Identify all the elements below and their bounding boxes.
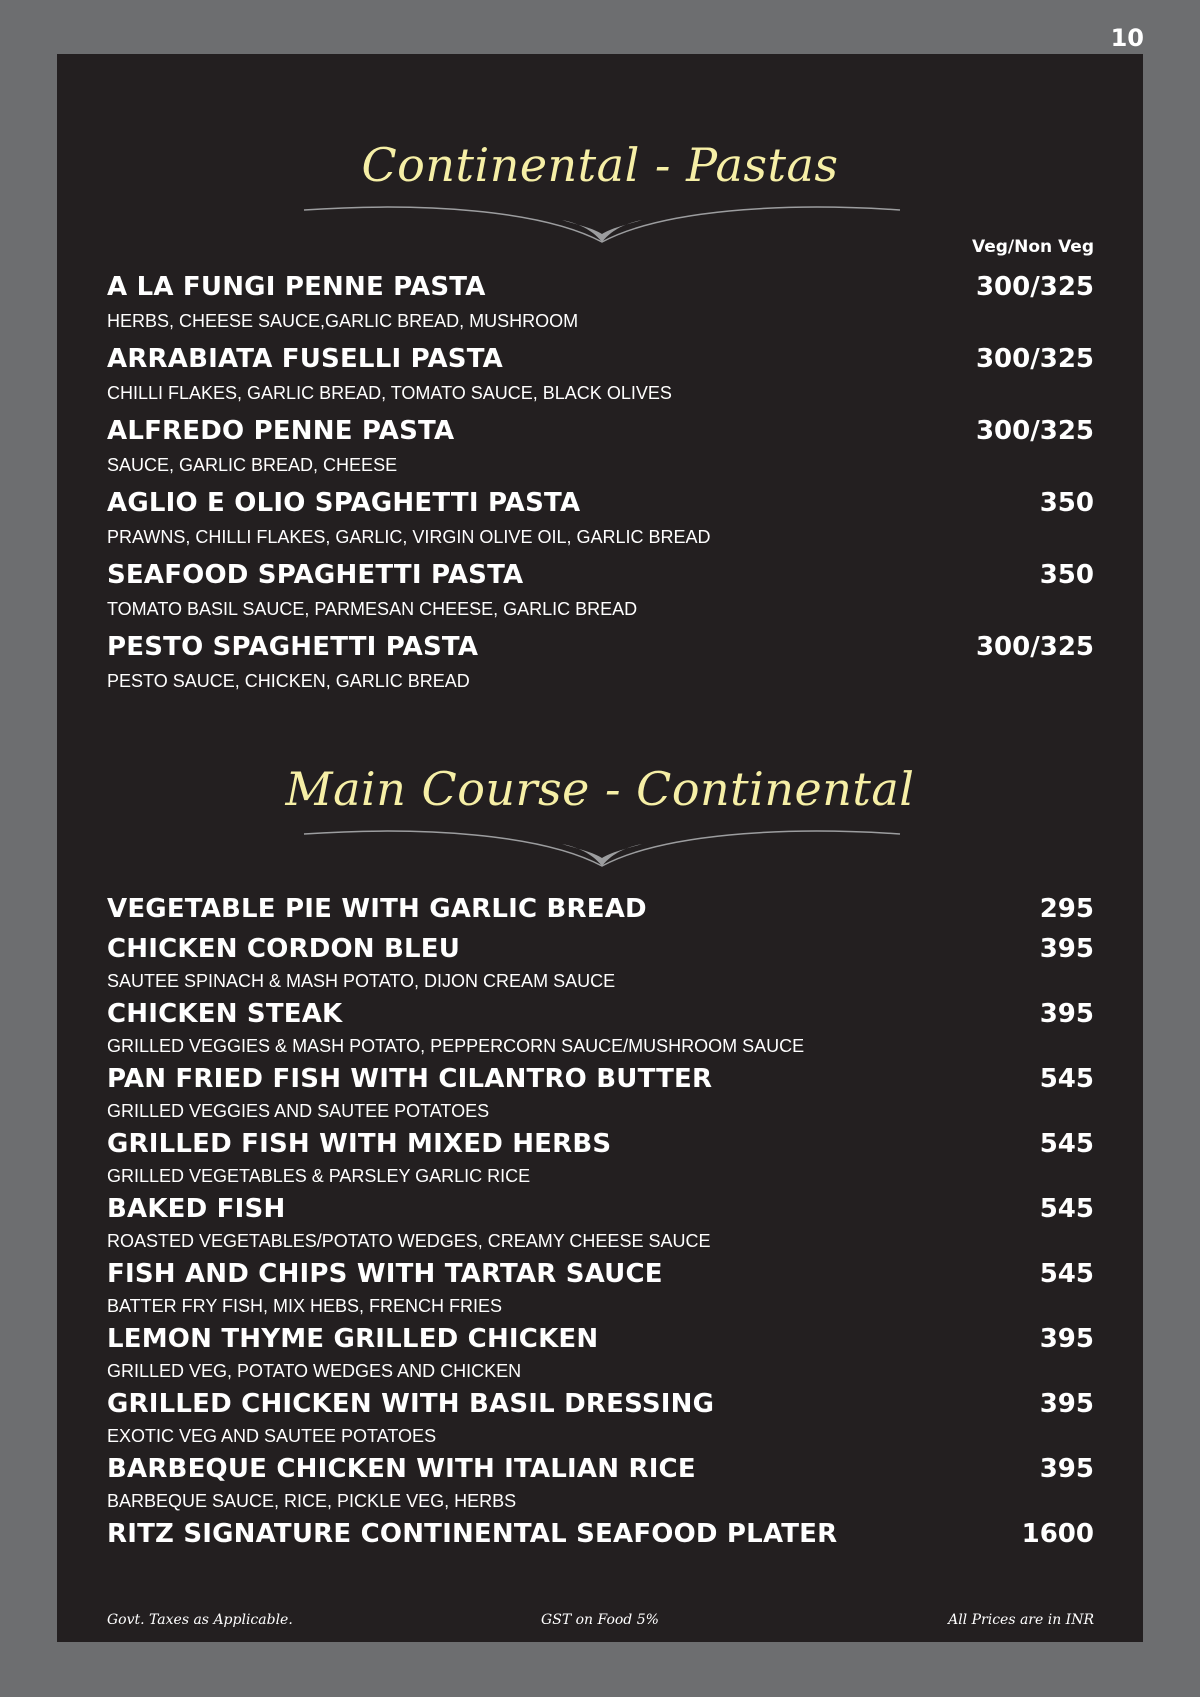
- menu-item-description: EXOTIC VEG AND SAUTEE POTATOES: [107, 1426, 437, 1446]
- menu-item-price: 395: [1039, 1324, 1094, 1354]
- main-course-divider-flourish: [302, 828, 902, 868]
- menu-item-price: 395: [1039, 1389, 1094, 1419]
- menu-item-description: SAUTEE SPINACH & MASH POTATO, DIJON CREAM SAUCE: [107, 971, 616, 991]
- menu-item-description: PESTO SAUCE, CHICKEN, GARLIC BREAD: [107, 671, 470, 691]
- menu-item-price: 545: [1039, 1259, 1094, 1289]
- menu-item-description: GRILLED VEGGIES AND SAUTEE POTATOES: [107, 1101, 490, 1121]
- menu-item-name: SEAFOOD SPAGHETTI PASTA: [107, 560, 524, 590]
- menu-item-description: CHILLI FLAKES, GARLIC BREAD, TOMATO SAUCE, BLACK OLIVES: [107, 383, 672, 403]
- menu-item-price: 545: [1039, 1064, 1094, 1094]
- pastas-section-title: Continental - Pastas: [361, 138, 839, 192]
- menu-item-name: GRILLED CHICKEN WITH BASIL DRESSING: [107, 1389, 715, 1419]
- menu-item-price: 300/325: [975, 272, 1094, 302]
- menu-item-description: GRILLED VEGGIES & MASH POTATO, PEPPERCORN SAUCE/MUSHROOM SAUCE: [107, 1036, 805, 1056]
- footer-gst-note: GST on Food 5%: [541, 1612, 659, 1628]
- menu-panel: [57, 54, 1143, 1642]
- menu-item-name: PAN FRIED FISH WITH CILANTRO BUTTER: [107, 1064, 713, 1094]
- menu-item-description: SAUCE, GARLIC BREAD, CHEESE: [107, 455, 398, 475]
- menu-item-name: CHICKEN STEAK: [107, 999, 343, 1029]
- menu-item-name: BARBEQUE CHICKEN WITH ITALIAN RICE: [107, 1454, 696, 1484]
- footer-currency-note: All Prices are in INR: [948, 1612, 1094, 1628]
- menu-item-description: BATTER FRY FISH, MIX HEBS, FRENCH FRIES: [107, 1296, 503, 1316]
- menu-item-price: 350: [1039, 488, 1094, 518]
- menu-item-price: 395: [1039, 934, 1094, 964]
- menu-item-name: LEMON THYME GRILLED CHICKEN: [107, 1324, 599, 1354]
- menu-item-name: A LA FUNGI PENNE PASTA: [107, 272, 486, 302]
- menu-item-price: 300/325: [975, 416, 1094, 446]
- menu-item-name: RITZ SIGNATURE CONTINENTAL SEAFOOD PLATER: [107, 1519, 838, 1549]
- main-course-section-title: Main Course - Continental: [285, 762, 915, 816]
- pastas-divider-flourish: [302, 204, 902, 244]
- menu-item-price: 1600: [1021, 1519, 1094, 1549]
- menu-item-description: BARBEQUE SAUCE, RICE, PICKLE VEG, HERBS: [107, 1491, 517, 1511]
- menu-item-price: 295: [1039, 894, 1094, 924]
- menu-item-description: GRILLED VEG, POTATO WEDGES AND CHICKEN: [107, 1361, 522, 1381]
- veg-nonveg-column-header: Veg/Non Veg: [972, 237, 1094, 257]
- page-number: 10: [1110, 24, 1144, 52]
- menu-item-description: ROASTED VEGETABLES/POTATO WEDGES, CREAMY CHEESE SAUCE: [107, 1231, 711, 1251]
- menu-item-description: TOMATO BASIL SAUCE, PARMESAN CHEESE, GARLIC BREAD: [107, 599, 638, 619]
- menu-item-price: 350: [1039, 560, 1094, 590]
- menu-item-price: 300/325: [975, 632, 1094, 662]
- menu-item-price: 545: [1039, 1129, 1094, 1159]
- menu-item-name: PESTO SPAGHETTI PASTA: [107, 632, 479, 662]
- menu-item-price: 395: [1039, 1454, 1094, 1484]
- menu-item-name: CHICKEN CORDON BLEU: [107, 934, 461, 964]
- menu-item-description: GRILLED VEGETABLES & PARSLEY GARLIC RICE: [107, 1166, 531, 1186]
- menu-item-name: ARRABIATA FUSELLI PASTA: [107, 344, 503, 374]
- menu-item-name: BAKED FISH: [107, 1194, 286, 1224]
- menu-item-price: 300/325: [975, 344, 1094, 374]
- menu-item-price: 545: [1039, 1194, 1094, 1224]
- menu-item-name: VEGETABLE PIE WITH GARLIC BREAD: [107, 894, 647, 924]
- menu-item-description: HERBS, CHEESE SAUCE,GARLIC BREAD, MUSHROOM: [107, 311, 579, 331]
- menu-item-name: ALFREDO PENNE PASTA: [107, 416, 455, 446]
- menu-item-price: 395: [1039, 999, 1094, 1029]
- menu-item-description: PRAWNS, CHILLI FLAKES, GARLIC, VIRGIN OLIVE OIL, GARLIC BREAD: [107, 527, 711, 547]
- menu-item-name: AGLIO E OLIO SPAGHETTI PASTA: [107, 488, 581, 518]
- footer-taxes-note: Govt. Taxes as Applicable.: [107, 1612, 293, 1628]
- menu-item-name: GRILLED FISH WITH MIXED HERBS: [107, 1129, 612, 1159]
- menu-item-name: FISH AND CHIPS WITH TARTAR SAUCE: [107, 1259, 663, 1289]
